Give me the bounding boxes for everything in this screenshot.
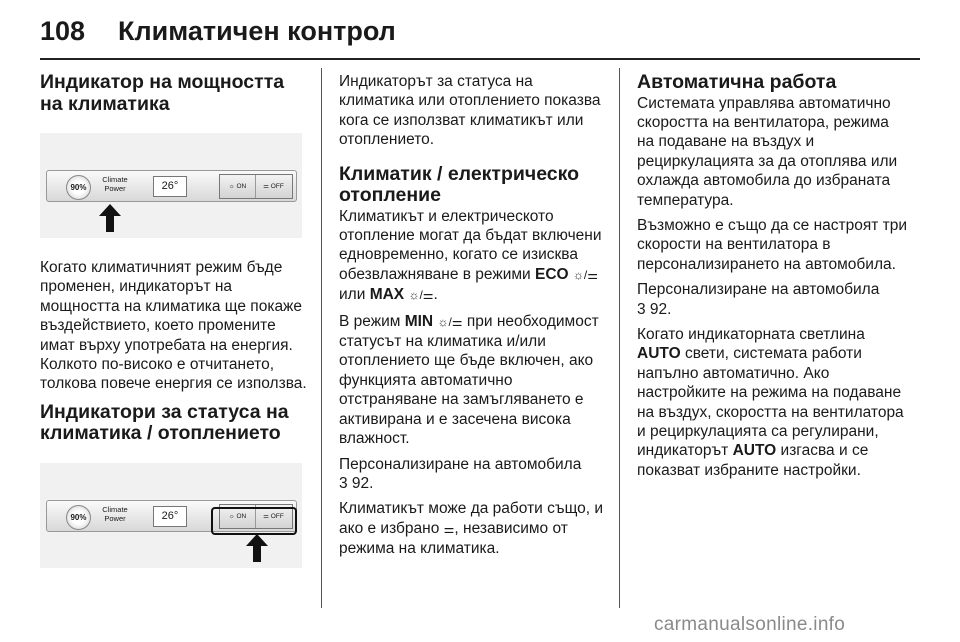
page-title: Климатичен контрол (118, 16, 396, 46)
page-number: 108 (40, 16, 86, 46)
section-heading: Индикатор на мощността на климатика (40, 71, 285, 115)
climate-power-label: Climate Power (102, 504, 128, 523)
ac-on-label: ☼ ON (220, 175, 256, 198)
section-heading: Климатик / електрическо отопление (339, 162, 580, 207)
watermark: carmanualsonline.info (654, 614, 846, 635)
paragraph: Климатикът и електрическото отопление могат да бъдат включени едновременно, когато се изисква обезвлажняване в режими ECO ☼/⚌ или MAX ☼/⚌. (339, 207, 602, 304)
paragraph: В режим MIN ☼/⚌ при необходимост статусът на климатика и/или отоплението ще бъде включен, ако функцията автоматично отстраняване на замъгляването е активирана и е засечена висока влажност. (339, 312, 599, 448)
control-panel (46, 170, 297, 202)
power-dial: 90% (66, 505, 91, 530)
paragraph: Възможно е също да се настроят три скорости на вентилатора в персонализирането на автомобила. (637, 216, 908, 273)
column-divider (619, 68, 620, 608)
paragraph: Индикаторът за статуса на климатика или отоплението показва кога се използват климатикът или отоплението. (339, 73, 601, 149)
climate-power-figure-2 (40, 463, 302, 568)
paragraph: Системата управлява автоматично скоростта на вентилатора, режима на подаване на въздух и рециркулацията за да отоплява или охлажда автомобила до избраната температура. (637, 94, 898, 209)
up-arrow-icon (246, 534, 268, 562)
temperature-display: 26° (153, 176, 187, 197)
paragraph: Климатикът може да работи също, и ако е избрано ⚌, независимо от режима на климатика. (339, 500, 604, 558)
header-rule (40, 58, 920, 60)
column-3 (637, 72, 909, 486)
section-heading: Автоматична работа (637, 71, 837, 93)
heat-off-label: ⚌ OFF (263, 512, 284, 520)
page-header (40, 14, 920, 54)
page-reference: 3 92. (637, 300, 672, 318)
status-indicator (219, 174, 293, 199)
paragraph: Персонализиране на автомобила 3 92. (339, 455, 582, 492)
heater-icon: ⚌ (443, 521, 455, 536)
ac-on-label: ☼ ON (220, 505, 256, 528)
paragraph: Когато индикаторната светлина AUTO свети, системата работи напълно автоматично. Ако настройките на режима на подаване на въздух, скоростта на вентилатора и рециркулацията са регулирани, индикаторът AUTO изгасва и се показват избраните настройки. (637, 325, 904, 479)
climate-power-figure-1 (40, 133, 302, 238)
section-heading: Индикатори за статуса на климатика / отоплението (40, 400, 289, 445)
page-reference: 3 92. (339, 474, 374, 492)
column-divider (321, 68, 322, 608)
column-1 (40, 72, 308, 588)
highlight-frame (211, 507, 297, 535)
column-2 (339, 72, 611, 565)
power-dial: 90% (66, 175, 91, 200)
up-arrow-icon (99, 204, 121, 232)
climate-power-label: Climate Power (102, 175, 128, 193)
heat-off-label: ⚌ OFF (263, 183, 284, 190)
paragraph: Когато климатичният режим бъде променен, индикаторът на мощността на климатика ще покаже въздействието, което промените имат върху употребата на енергия. Колкото по-високо е отчитането, толкова повече енергия се използва. (40, 259, 307, 393)
paragraph: Персонализиране на автомобила 3 92. (637, 281, 880, 318)
temperature-display: 26° (153, 506, 187, 527)
